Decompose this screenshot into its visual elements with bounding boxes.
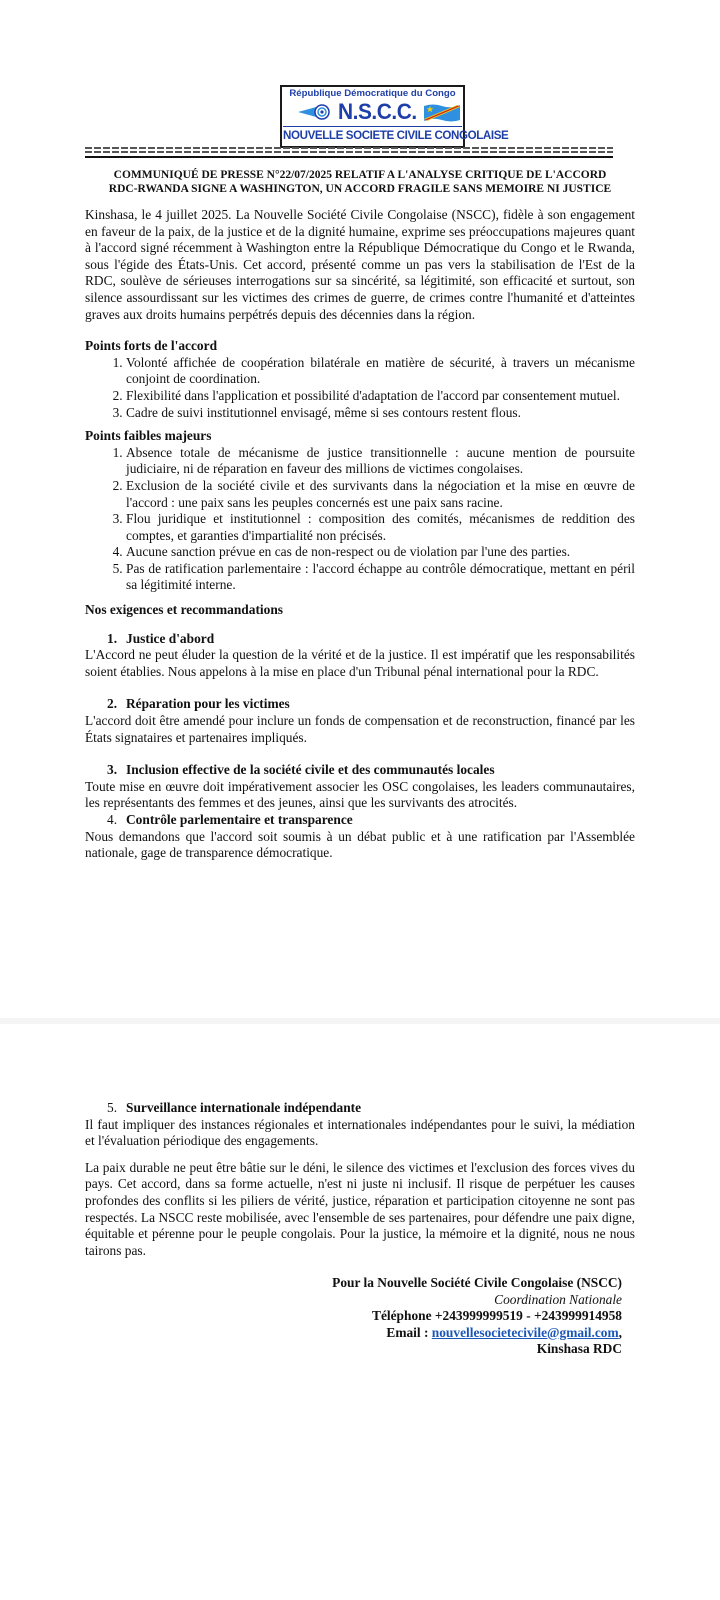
conclusion-paragraph: La paix durable ne peut être bâtie sur le déni, le silence des victimes et l'exclusion des forces vives du pays. Cet accord, dans sa forme actuelle, n'est ni juste ni inclusif. Il risque de perpétuer les causes profondes des conflits si les piliers de vérité, justice, réparation et participation citoyenne ne sont pas respectés. La NSCC reste mobilisée, avec l'ensemble de ses partenaires, pour défendre une paix digne, équitable et pérenne pour le peuple congolais. Pour la justice, la mémoire et la dignité, nous ne nous tairons pas. — [85, 1159, 635, 1258]
requirement-heading: 5. Surveillance internationale indépendante — [107, 1100, 362, 1115]
list-item: 3. Flou juridique et institutionnel : composition des comités, mécanismes de reddition des comptes, et garanties d'impartialité non précisés. — [126, 511, 635, 544]
list-item: 1. Absence totale de mécanisme de justice transitionnelle : aucune mention de poursuite judiciaire, ni de réparation en faveur des millions de victimes congolaises. — [126, 445, 635, 478]
requirement-heading: 3. Inclusion effective de la société civile et des communautés locales — [107, 762, 495, 778]
signature-role: Coordination Nationale — [494, 1291, 622, 1307]
signature-org: Pour la Nouvelle Société Civile Congolaise (NSCC) — [332, 1275, 622, 1290]
list-item: 3. Cadre de suivi institutionnel envisagé, même si ses contours restent flous. — [126, 405, 635, 422]
weaknesses-heading: Points faibles majeurs — [85, 428, 212, 444]
eye-emblem-icon — [298, 104, 334, 120]
logo-acronym: N.S.C.C. — [338, 99, 417, 124]
page-1-body — [85, 207, 635, 862]
requirement-text: L'Accord ne peut éluder la question de la vérité et de la justice. Il est impératif que les responsabilités soient établies. Nous appelons à la mise en place d'un Tribunal pénal international pour la RDC. — [85, 647, 635, 679]
requirement-text: Toute mise en œuvre doit impérativement associer les OSC congolaises, les leaders communautaires, les représentants des femmes et des jeunes, ainsi que les survivants des atrocités. — [85, 778, 635, 811]
requirement-heading: 4. Contrôle parlementaire et transparence — [107, 812, 353, 827]
signature-block — [332, 1275, 622, 1358]
email-link[interactable]: nouvellesocietecivile@gmail.com — [431, 1324, 619, 1340]
signature-city: Kinshasa RDC — [536, 1341, 622, 1357]
list-item: 2. Exclusion de la société civile et des survivants dans la négociation et la mise en œuvre de l'accord : une paix sans les peuples concernés est une paix sans racine. — [126, 478, 635, 511]
list-item: 1. Volonté affichée de coopération bilatérale en matière de sécurité, à travers un mécanisme conjoint de coordination. — [126, 355, 635, 388]
drc-flag-icon — [423, 103, 461, 123]
requirement-text: Nous demandons que l'accord soit soumis à un débat public et à une ratification par l'Assemblée nationale, gage de transparence démocratique. — [85, 828, 635, 861]
requirement-heading: 2. Réparation pour les victimes — [107, 696, 290, 712]
title-line-1: COMMUNIQUÉ DE PRESSE N°22/07/2025 RELATIF A L'ANALYSE CRITIQUE DE L'ACCORD — [113, 169, 607, 181]
logo-name: NOUVELLE SOCIETE CIVILE CONGOLAISE — [283, 126, 462, 145]
weaknesses-list — [85, 445, 635, 594]
press-release-title — [85, 168, 635, 196]
nscc-logo — [280, 85, 509, 148]
logo-country: République Démocratique du Congo — [289, 88, 456, 99]
page-2-body — [85, 1100, 635, 1259]
list-item: 4. Aucune sanction prévue en cas de non-respect ou de violation par l'une des parties. — [126, 544, 635, 561]
signature-phone: Téléphone +243999999519 - +243999914958 — [372, 1308, 622, 1324]
strengths-heading: Points forts de l'accord — [85, 338, 218, 354]
requirement-text: Il faut impliquer des instances régionales et internationales indépendantes pour le suivi, la médiation et l'évaluation périodique des engagements. — [85, 1116, 635, 1149]
requirements-heading: Nos exigences et recommandations — [85, 602, 283, 618]
requirement-text: L'accord doit être amendé pour inclure un fonds de compensation et de reconstruction, financé par les États signataires et partenaires impliqués. — [85, 713, 635, 745]
strengths-list — [85, 355, 635, 421]
header-separator — [85, 146, 613, 156]
list-item: 5. Pas de ratification parlementaire : l'accord échappe au contrôle démocratique, mettant en péril sa légitimité interne. — [126, 561, 635, 594]
requirement-heading: 1. Justice d'abord — [107, 630, 215, 646]
signature-email-line: Email : nouvellesocietecivile@gmail.com, — [386, 1324, 622, 1340]
list-item: 2. Flexibilité dans l'application et possibilité d'adaptation de l'accord par consentement mutuel. — [126, 388, 635, 405]
intro-paragraph: Kinshasa, le 4 juillet 2025. La Nouvelle Société Civile Congolaise (NSCC), fidèle à son engagement en faveur de la paix, de la justice et de la dignité humaine, exprime ses préoccupations majeures quant à l'accord signé récemment à Washington entre la République Démocratique du Congo et le Rwanda, sous l'égide des États-Unis. Cet accord, présenté comme un pas vers la stabilisation de l'Est de la RDC, soulève de sérieuses interrogations sur sa sincérité, sa légitimité, son efficacité et surtout, son silence assourdissant sur les victimes des crimes de guerre, de crimes contre l'humanité et d'atteintes graves aux droits humains perpétrés depuis des décennies dans la région. — [85, 207, 635, 322]
title-line-2: RDC-RWANDA SIGNE A WASHINGTON, UN ACCORD FRAGILE SANS MEMOIRE NI JUSTICE — [108, 183, 612, 195]
